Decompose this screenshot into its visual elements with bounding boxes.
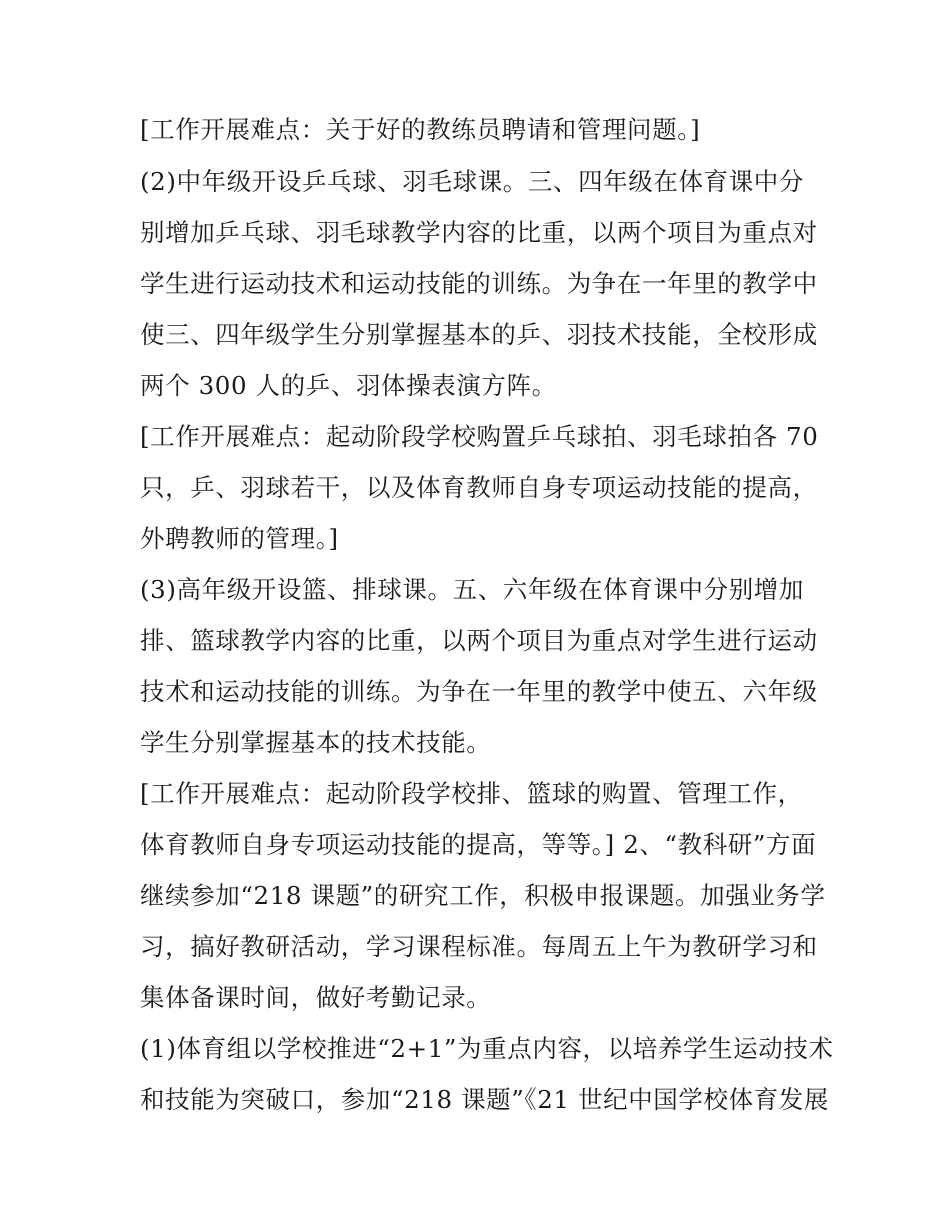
text-line: 排、篮球教学内容的比重，以两个项目为重点对学生进行运动 xyxy=(140,626,818,655)
text-line: 学生进行运动技术和运动技能的训练。为争在一年里的教学中 xyxy=(140,269,818,298)
text-line: 别增加乒乓球、羽毛球教学内容的比重，以两个项目为重点对 xyxy=(140,218,818,247)
text-line: 外聘教师的管理。] xyxy=(140,524,339,553)
text-line: [工作开展难点：起动阶段学校购置乒乓球拍、羽毛球拍各 70 xyxy=(140,422,819,451)
text-line: 继续参加“218 课题”的研究工作，积极申报课题。加强业务学 xyxy=(140,881,826,910)
text-line: 两个 300 人的乒、羽体操表演方阵。 xyxy=(140,371,557,400)
text-line: 习，搞好教研活动，学习课程标准。每周五上午为教研学习和 xyxy=(140,932,818,961)
text-line: (3)高年级开设篮、排球课。五、六年级在体育课中分别增加 xyxy=(140,575,805,604)
text-line: 使三、四年级学生分别掌握基本的乒、羽技术技能，全校形成 xyxy=(140,320,818,349)
text-line: (2)中年级开设乒乓球、羽毛球课。三、四年级在体育课中分 xyxy=(140,167,805,196)
text-line: 和技能为突破口，参加“218 课题”《21 世纪中国学校体育发展 xyxy=(140,1085,830,1114)
text-line: [工作开展难点：关于好的教练员聘请和管理问题。] xyxy=(140,115,701,144)
text-line: [工作开展难点：起动阶段学校排、篮球的购置、管理工作， xyxy=(140,779,803,808)
text-line: 集体备课时间，做好考勤记录。 xyxy=(140,983,492,1012)
text-line: 只，乒、羽球若干，以及体育教师自身专项运动技能的提高， xyxy=(140,473,818,502)
text-line: (1)体育组以学校推进“2+1”为重点内容，以培养学生运动技术 xyxy=(140,1034,834,1063)
text-line: 学生分别掌握基本的技术技能。 xyxy=(140,728,492,757)
text-line: 体育教师自身专项运动技能的提高，等等。] 2、“教科研”方面 xyxy=(140,830,817,859)
text-line: 技术和运动技能的训练。为争在一年里的教学中使五、六年级 xyxy=(140,677,818,706)
